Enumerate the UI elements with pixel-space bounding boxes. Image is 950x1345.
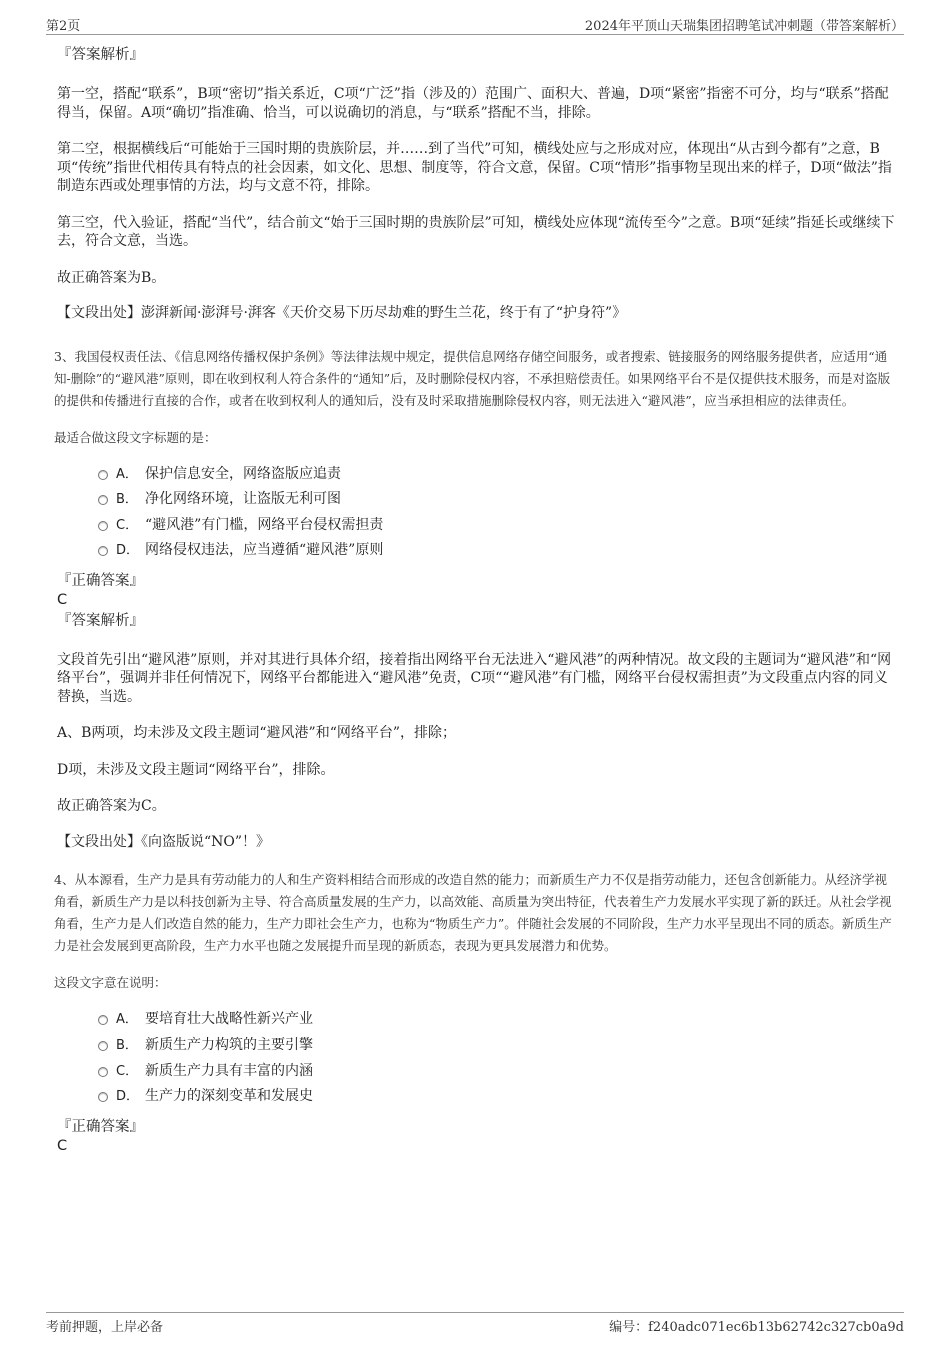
document-title: 2024年平顶山天瑞集团招聘笔试冲刺题（带答案解析）: [584, 19, 904, 34]
q3-question-text: 3、我国侵权责任法、《信息网络传播权保护条例》等法律法规中规定，提供信息网络存储空间服务，或者搜索、链接服务的网络服务提供者，应适用“通知-删除”的“避风港”原则，即在收到权利人符合条件的“通知”后，及时删除侵权内容，不承担赔偿责任。如果网络平台不是仅提供技术服务，而是对盗版的提供和传播进行直接的合作，或者在收到权利人的通知后，没有及时采取措施删除侵权内容，则无法进入“避风港”，应当承担相应的法律责任。: [54, 348, 891, 408]
radio-icon[interactable]: [98, 546, 108, 556]
q4-option-c[interactable]: [57, 1061, 897, 1087]
document-code: 编号：f240adc071ec6b13b62742c327cb0a9d: [609, 1320, 904, 1335]
option-key: D．: [116, 543, 140, 559]
option-key: D．: [116, 1089, 140, 1105]
q4-question-text: 4、从本源看，生产力是具有劳动能力的人和生产资料相结合而形成的改造自然的能力；而新质生产力不仅是指劳动能力，还包含创新能力。从经济学视角看，新质生产力是以科技创新为主导、符合高质量发展的生产力，以高效能、高质量为突出特征，代表着生产力发展水平实现了新的跃迁。从社会学视角看，生产力是人们改造自然的能力，生产力即社会生产力，也称为“物质生产力”。伴随社会发展的不同阶段，生产力水平呈现出不同的质态。新质生产力是社会发展到更高阶段，生产力水平也随之发展提升而呈现的新质态，表现为更具发展潜力和优势。: [54, 872, 892, 954]
page-content: [54, 38, 897, 1156]
q4-option-b[interactable]: [57, 1035, 897, 1061]
q2-analysis-conclusion: 故正确答案为B。: [57, 269, 166, 286]
q3-option-c[interactable]: [57, 515, 897, 541]
option-key: B．: [116, 492, 138, 508]
q4-options: [57, 1009, 897, 1111]
q3-analysis-conclusion: 故正确答案为C。: [57, 798, 166, 815]
radio-icon[interactable]: [98, 495, 108, 505]
option-key: C．: [116, 517, 139, 533]
option-text: 新质生产力具有丰富的内涵: [145, 1062, 313, 1079]
footer-slogan: 考前押题，上岸必备: [46, 1320, 164, 1335]
q4-prompt: 这段文字意在说明：: [54, 975, 167, 991]
q3-option-b[interactable]: [57, 489, 897, 515]
q3-analysis-para-1: 文段首先引出“避风港”原则，并对其进行具体介绍，接着指出网络平台无法进入“避风港”的两种情况。故文段的主题词为“避风港”和“网络平台”，强调并非任何情况下，网络平台都能进入“避风港”免责，C项““避风港”有门槛，网络平台侵权需担责”为文段重点内容的同义替换，当选。: [57, 651, 892, 705]
option-text: 净化网络环境，让盗版无利可图: [145, 491, 341, 508]
option-text: 生产力的深刻变革和发展史: [145, 1088, 313, 1105]
q2-analysis-para-3: 第三空，代入验证，搭配“当代”，结合前文“始于三国时期的贵族阶层”可知，横线处应体现“流传至今”之意。B项“延续”指延长或继续下去，符合文意，当选。: [57, 214, 895, 249]
radio-icon[interactable]: [98, 1067, 108, 1077]
q3-source: 【文段出处】《向盗版说“NO”！》: [57, 833, 271, 850]
option-key: A．: [116, 466, 138, 482]
option-key: B．: [116, 1037, 138, 1053]
q4-option-d[interactable]: [57, 1086, 897, 1112]
q3-option-d[interactable]: [57, 540, 897, 566]
option-text: 要培育壮大战略性新兴产业: [145, 1011, 313, 1028]
radio-icon[interactable]: [98, 470, 108, 480]
option-key: C．: [116, 1063, 139, 1079]
radio-icon[interactable]: [98, 1015, 108, 1025]
q3-analysis-label: 『答案解析』: [57, 612, 144, 629]
q2-analysis-label: 『答案解析』: [57, 47, 144, 63]
option-key: A．: [116, 1012, 138, 1028]
q3-option-a[interactable]: [57, 464, 897, 490]
page-number: 第2页: [46, 19, 81, 34]
option-text: “避风港”有门槛，网络平台侵权需担责: [145, 516, 384, 533]
q4-answer: C: [57, 1137, 68, 1154]
q3-answer: C: [57, 591, 68, 608]
radio-icon[interactable]: [98, 1092, 108, 1102]
page-footer: [46, 1312, 904, 1335]
q4-option-a[interactable]: [57, 1009, 897, 1035]
option-text: 保护信息安全，网络盗版应追责: [145, 465, 341, 482]
q2-source: 【文段出处】澎湃新闻·澎湃号·湃客《天价交易下历尽劫难的野生兰花，终于有了“护身符”》: [57, 305, 627, 321]
q2-analysis-para-2: 第二空，根据横线后“可能始于三国时期的贵族阶层，并……到了当代”可知，横线处应与之形成对应，体现出“从古到今都有”之意，B项“传统”指世代相传具有特点的社会因素，如文化、思想、制度等，符合文意，保留。C项“情形”指事物呈现出来的样子，D项“做法”指制造东西或处理事情的方法，均与文意不符，排除。: [57, 141, 892, 194]
q2-analysis-para-1: 第一空，搭配“联系”，B项“密切”指关系近，C项“广泛”指（涉及的）范围广、面积大、普遍，D项“紧密”指密不可分，均与“联系”搭配得当，保留。A项“确切”指准确、恰当，可以说确切的消息，与“联系”搭配不当，排除。: [57, 86, 889, 121]
q3-prompt: 最适合做这段文字标题的是：: [54, 429, 217, 445]
radio-icon[interactable]: [98, 521, 108, 531]
q3-analysis-para-2: A、B两项，均未涉及文段主题词“避风港”和“网络平台”，排除；: [57, 725, 457, 742]
q3-answer-label: 『正确答案』: [57, 572, 144, 589]
q3-options: [57, 464, 897, 566]
option-text: 新质生产力构筑的主要引擎: [145, 1036, 313, 1053]
q3-analysis-para-3: D项，未涉及文段主题词“网络平台”，排除。: [57, 761, 335, 778]
option-text: 网络侵权违法，应当遵循“避风港”原则: [145, 542, 384, 559]
q4-answer-label: 『正确答案』: [57, 1118, 144, 1135]
radio-icon[interactable]: [98, 1041, 108, 1051]
page-header: [46, 14, 904, 35]
